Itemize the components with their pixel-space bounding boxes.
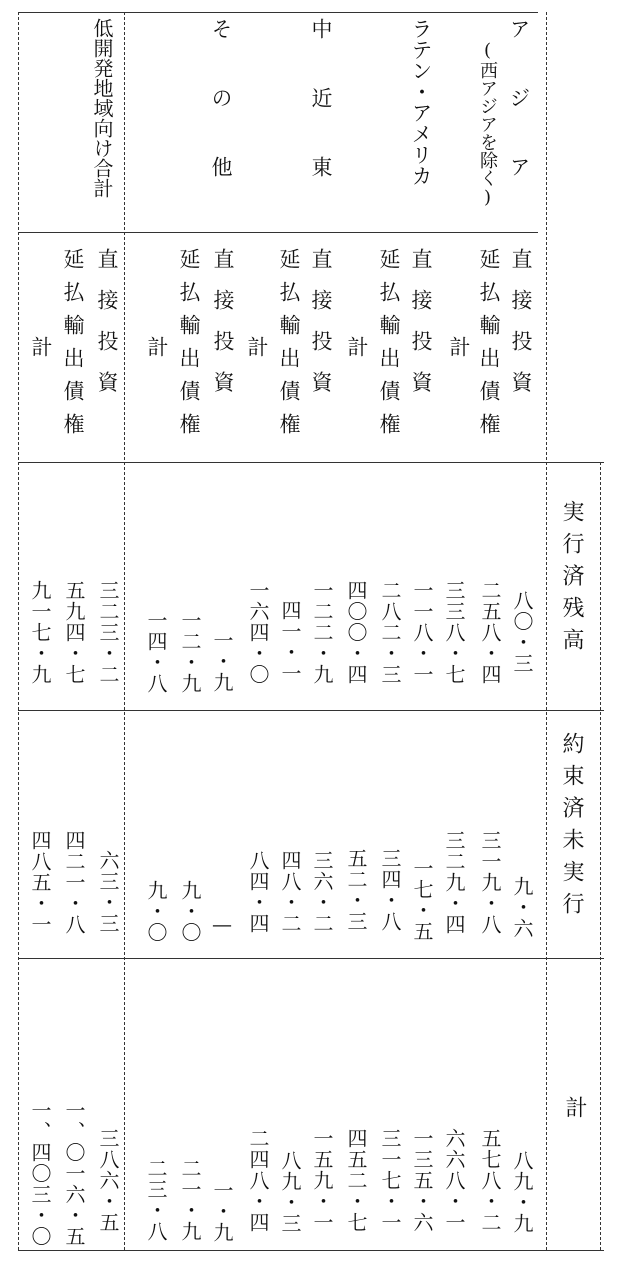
cell-other-total-executed: 一四・八 [144,610,168,694]
cell-grand-total-executed: 九一七・九 [28,580,52,685]
cell-mideast-total-committed: 八四・四 [246,850,270,934]
region-asia-note: (西アジアを除く) [477,40,498,208]
cell-asia-deferred-committed: 三一九・八 [478,830,502,935]
cell-other-deferred-executed: 一二・九 [178,610,202,694]
cell-asia-direct-executed: 八〇・三 [510,590,534,674]
rule-col1 [18,710,604,711]
cell-latin-direct-committed: 一七・五 [410,858,434,942]
cell-mideast-deferred-committed: 四八・二 [278,850,302,934]
cell-asia-deferred-total: 五七八・二 [478,1128,502,1233]
item-deferred-asia: 延払輸出債権 [477,248,501,446]
item-deferred-mideast: 延払輸出債権 [277,248,301,446]
item-subtotal-other: 計 [145,336,169,357]
cell-grand-total-committed: 四八五・一 [28,830,52,935]
cell-asia-direct-committed: 九・六 [510,876,534,939]
cell-other-direct-committed: — [210,912,234,937]
item-deferred-other: 延払輸出債権 [177,248,201,446]
item-direct-asia: 直接投資 [509,248,533,412]
cell-asia-total-executed: 三三八・七 [442,580,466,685]
cell-mideast-total-executed: 一六四・〇 [246,580,270,685]
cell-latin-total-committed: 五二・三 [344,848,368,932]
cell-asia-deferred-executed: 二五八・四 [478,580,502,685]
header-total: 計 [562,1096,587,1118]
cell-mideast-deferred-total: 八九・三 [278,1150,302,1234]
rule-v-grand [124,12,125,1250]
cell-grand-deferred-executed: 五九四・七 [62,580,86,685]
cell-mideast-total-total: 二四八・四 [246,1128,270,1233]
item-subtotal-latin: 計 [345,336,369,357]
cell-other-deferred-committed: 九・〇 [178,880,202,943]
cell-latin-total-executed: 四〇〇・四 [344,580,368,685]
cell-other-direct-total: 一・九 [210,1180,234,1243]
cell-latin-direct-total: 一三五・六 [410,1128,434,1233]
cell-latin-deferred-executed: 二八二・三 [378,580,402,685]
cell-mideast-direct-committed: 三六・二 [310,850,334,934]
item-deferred-grand: 延払輸出債権 [61,248,85,446]
item-direct-other: 直接投資 [211,248,235,412]
cell-other-direct-executed: 一・九 [210,630,234,693]
region-mideast: 中近東 [309,18,333,225]
cell-other-deferred-total: 二一・九 [178,1158,202,1242]
rule-header [18,232,538,233]
item-subtotal-grand: 計 [29,336,53,357]
item-direct-latin: 直接投資 [409,248,433,412]
cell-latin-deferred-committed: 三四・八 [378,848,402,932]
rule-top [18,12,538,13]
cell-other-total-committed: 九・〇 [144,880,168,943]
item-direct-grand: 直接投資 [95,248,119,412]
rule-v-right [546,12,547,1250]
header-committed: 約束済未実行 [559,732,584,924]
item-direct-mideast: 直接投資 [309,248,333,412]
rule-v-left [18,12,19,1250]
region-other: その他 [209,18,233,225]
cell-mideast-direct-executed: 一二二・九 [310,580,334,685]
cell-asia-total-committed: 三二九・四 [442,830,466,935]
item-subtotal-asia: 計 [447,336,471,357]
header-executed: 実行済残高 [559,500,584,660]
cell-mideast-deferred-executed: 四一・一 [278,600,302,684]
cell-grand-direct-committed: 六三・三 [96,850,120,934]
region-latin: ラテン・アメリカ [409,18,433,186]
region-asia: アジア [507,18,531,225]
item-subtotal-mideast: 計 [245,336,269,357]
cell-asia-direct-total: 八九・九 [510,1150,534,1234]
cell-grand-total-total: 一、四〇三・〇 [28,1100,52,1247]
cell-grand-direct-total: 三八六・五 [96,1128,120,1233]
rule-labels [18,462,604,463]
rule-v-right-outer [600,462,601,1250]
cell-latin-direct-executed: 一一八・一 [410,580,434,685]
cell-asia-total-total: 六六八・一 [442,1128,466,1233]
cell-latin-total-total: 四五二・七 [344,1128,368,1233]
item-deferred-latin: 延払輸出債権 [377,248,401,446]
cell-grand-deferred-total: 一、〇一六・五 [62,1100,86,1247]
grand-total-label: 低開発地域向け合計 [90,18,114,198]
cell-latin-deferred-total: 三一七・一 [378,1128,402,1233]
cell-other-total-total: 二三・八 [144,1158,168,1242]
cell-grand-deferred-committed: 四二一・八 [62,830,86,935]
rule-col2 [18,958,604,959]
cell-mideast-direct-total: 一五九・一 [310,1128,334,1233]
rule-bottom [18,1250,604,1251]
cell-grand-direct-executed: 三二三・二 [96,580,120,685]
